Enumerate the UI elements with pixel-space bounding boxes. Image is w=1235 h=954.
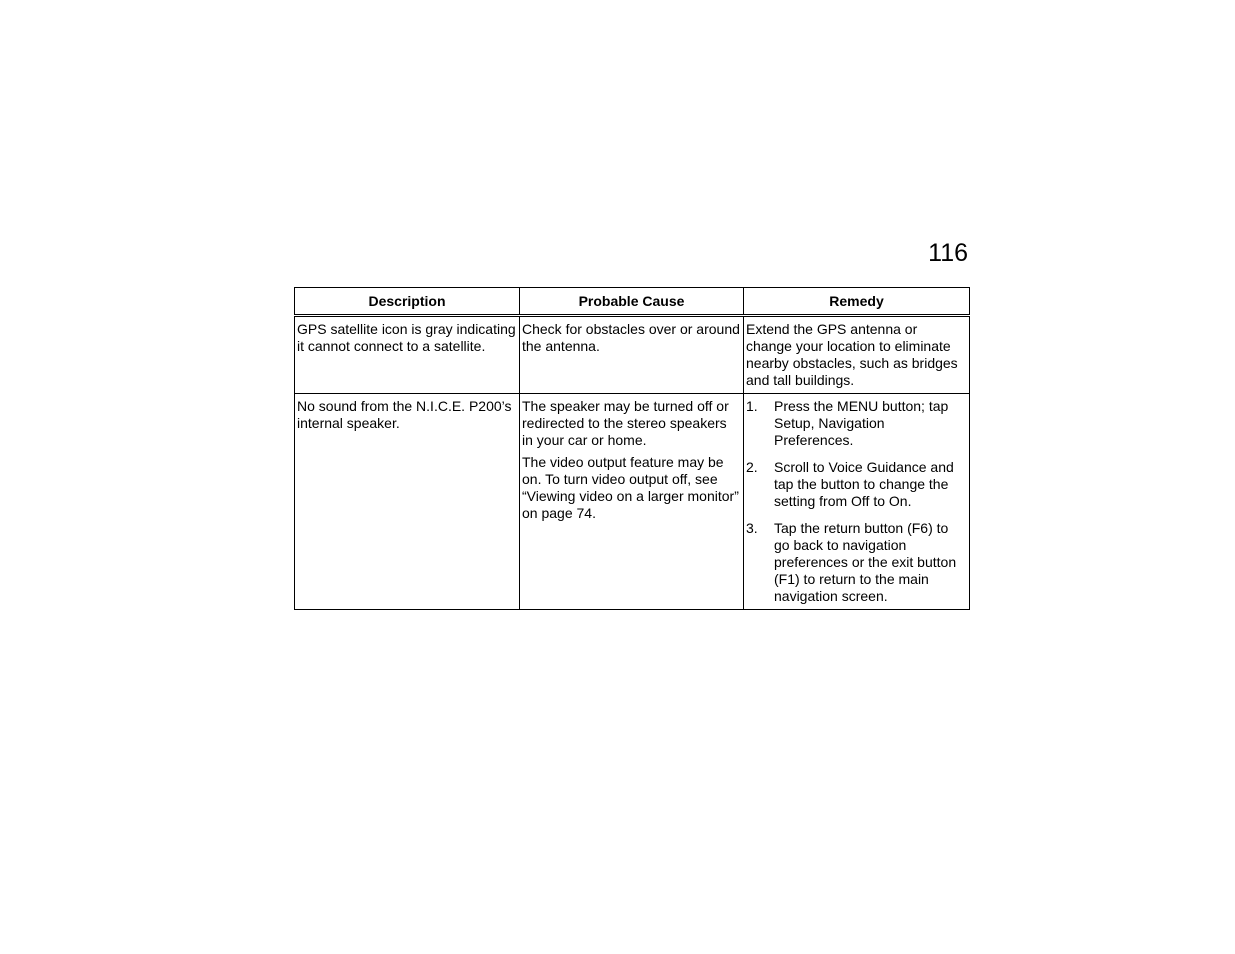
probable-cause-cell bbox=[520, 316, 744, 394]
table-row bbox=[295, 316, 970, 394]
troubleshooting-table bbox=[294, 287, 970, 610]
remedy-cell bbox=[744, 394, 970, 610]
step-number: 1. bbox=[746, 398, 758, 414]
step-number: 3. bbox=[746, 520, 758, 536]
cause-paragraph: The video output feature may be on. To turn video output off, see “Viewing video on a larger monitor” on page 74. bbox=[522, 454, 739, 521]
table-row bbox=[295, 394, 970, 610]
step-text: Press the MENU button; tap Setup, Navigation Preferences. bbox=[774, 398, 949, 448]
step-text: Tap the return button (F6) to go back to navigation preferences or the exit button (F1) to return to the main navigation screen. bbox=[774, 520, 957, 604]
description-cell: GPS satellite icon is gray indicating it cannot connect to a satellite. bbox=[295, 316, 520, 394]
step-text: Scroll to Voice Guidance and tap the button to change the setting from Off to On. bbox=[774, 459, 954, 509]
column-header-description: Description bbox=[295, 288, 520, 316]
list-item bbox=[746, 459, 967, 510]
page-number: 116 bbox=[928, 239, 968, 267]
remedy-steps-list bbox=[746, 398, 967, 605]
cause-paragraph: Check for obstacles over or around the antenna. bbox=[522, 321, 740, 354]
remedy-cell: Extend the GPS antenna or change your location to eliminate nearby obstacles, such as bridges and tall buildings. bbox=[744, 316, 970, 394]
column-header-remedy: Remedy bbox=[744, 288, 970, 316]
description-cell: No sound from the N.I.C.E. P200’s internal speaker. bbox=[295, 394, 520, 610]
table-header-row bbox=[295, 288, 970, 316]
list-item bbox=[746, 520, 967, 605]
cause-paragraph: The speaker may be turned off or redirected to the stereo speakers in your car or home. bbox=[522, 398, 729, 448]
column-header-probable-cause: Probable Cause bbox=[520, 288, 744, 316]
step-number: 2. bbox=[746, 459, 758, 475]
probable-cause-cell bbox=[520, 394, 744, 610]
list-item bbox=[746, 398, 967, 449]
